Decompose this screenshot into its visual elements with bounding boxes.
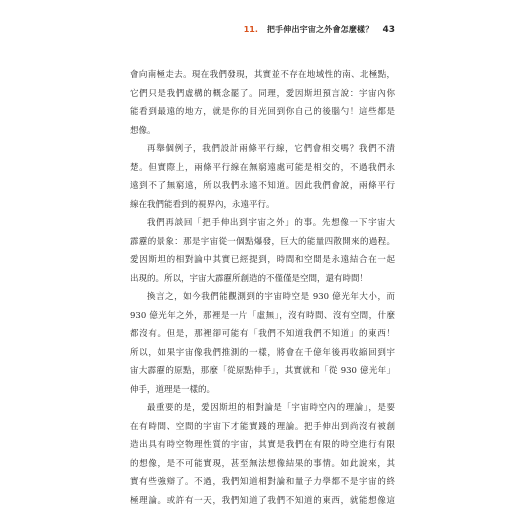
- text-line: 我們再談回「把手伸出到宇宙之外」的事。先想像一下宇宙大: [130, 214, 395, 233]
- text-line: 伸手，道理是一樣的。: [130, 381, 395, 400]
- text-line: 能看到最遠的地方，就是你的目光回到你自己的後腦勺！這些都是: [130, 103, 395, 122]
- text-line: 它們只是我們虛構的概念罷了。同理，愛因斯坦預言說：宇宙內你: [130, 85, 395, 104]
- paragraph: [130, 288, 395, 399]
- paragraph: [130, 399, 395, 510]
- chapter-number: 11.: [244, 25, 258, 34]
- text-line: 的想像，是不可能實現，甚至無法想像結果的事情。如此說來，其: [130, 455, 395, 474]
- text-line: 楚。但實際上，兩條平行線在無窮遠處可能是相交的，不過我們永: [130, 159, 395, 178]
- page-body: [130, 66, 395, 510]
- text-line: 造出具有時空物理性質的宇宙，其實是我們在有限的時空進行有限: [130, 436, 395, 455]
- paragraph: [130, 214, 395, 288]
- text-line: 再舉個例子，我們設計兩條平行線，它們會相交嗎？我們不清: [130, 140, 395, 159]
- paragraph: [130, 66, 395, 140]
- text-line: 都沒有。但是，那裡卻可能有「我們不知道我們不知道」的東西！: [130, 325, 395, 344]
- text-line: 霹靂的景象：那是宇宙從一個點爆發，巨大的能量四散開來的過程。: [130, 233, 395, 252]
- paragraph: [130, 140, 395, 214]
- text-line: 遠到不了無窮遠，所以我們永遠不知道。因此我們會說，兩條平行: [130, 177, 395, 196]
- text-line: 會向南極走去。現在我們發現，其實並不存在地域性的南、北極點，: [130, 66, 395, 85]
- text-line: 出現的。所以，宇宙大霹靂所創造的不僅僅是空間，還有時間！: [130, 270, 395, 289]
- text-line: 極理論。或許有一天，我們知道了我們不知道的東西，就能想像這: [130, 492, 395, 510]
- running-header: [244, 24, 395, 36]
- text-line: 線在我們能看到的視界內，永遠平行。: [130, 196, 395, 215]
- text-line: 宙大霹靂的原點，那麼「從原點伸手」，其實就和「從 930 億光年」: [130, 362, 395, 381]
- text-line: 實有些強辯了。不過，我們知道相對論和量子力學都不是宇宙的終: [130, 473, 395, 492]
- text-line: 愛因斯坦的相對論中其實已經提到，時間和空間是永遠結合在一起: [130, 251, 395, 270]
- text-line: 在有時間、空間的宇宙下才能實踐的理論。把手伸出到尚沒有被創: [130, 418, 395, 437]
- text-line: 最重要的是，愛因斯坦的相對論是「宇宙時空內的理論」，是要: [130, 399, 395, 418]
- text-line: 930 億光年之外，那裡是一片「虛無」，沒有時間、沒有空間，什麼: [130, 307, 395, 326]
- text-line: 想像。: [130, 122, 395, 141]
- page-number: 43: [382, 25, 395, 35]
- text-line: 所以，如果宇宙像我們推測的一樣，將會在千億年後再收縮回到宇: [130, 344, 395, 363]
- chapter-title: 把手伸出宇宙之外會怎麼樣？: [267, 25, 374, 34]
- text-line: 換言之，如今我們能觀測到的宇宙時空是 930 億光年大小，而: [130, 288, 395, 307]
